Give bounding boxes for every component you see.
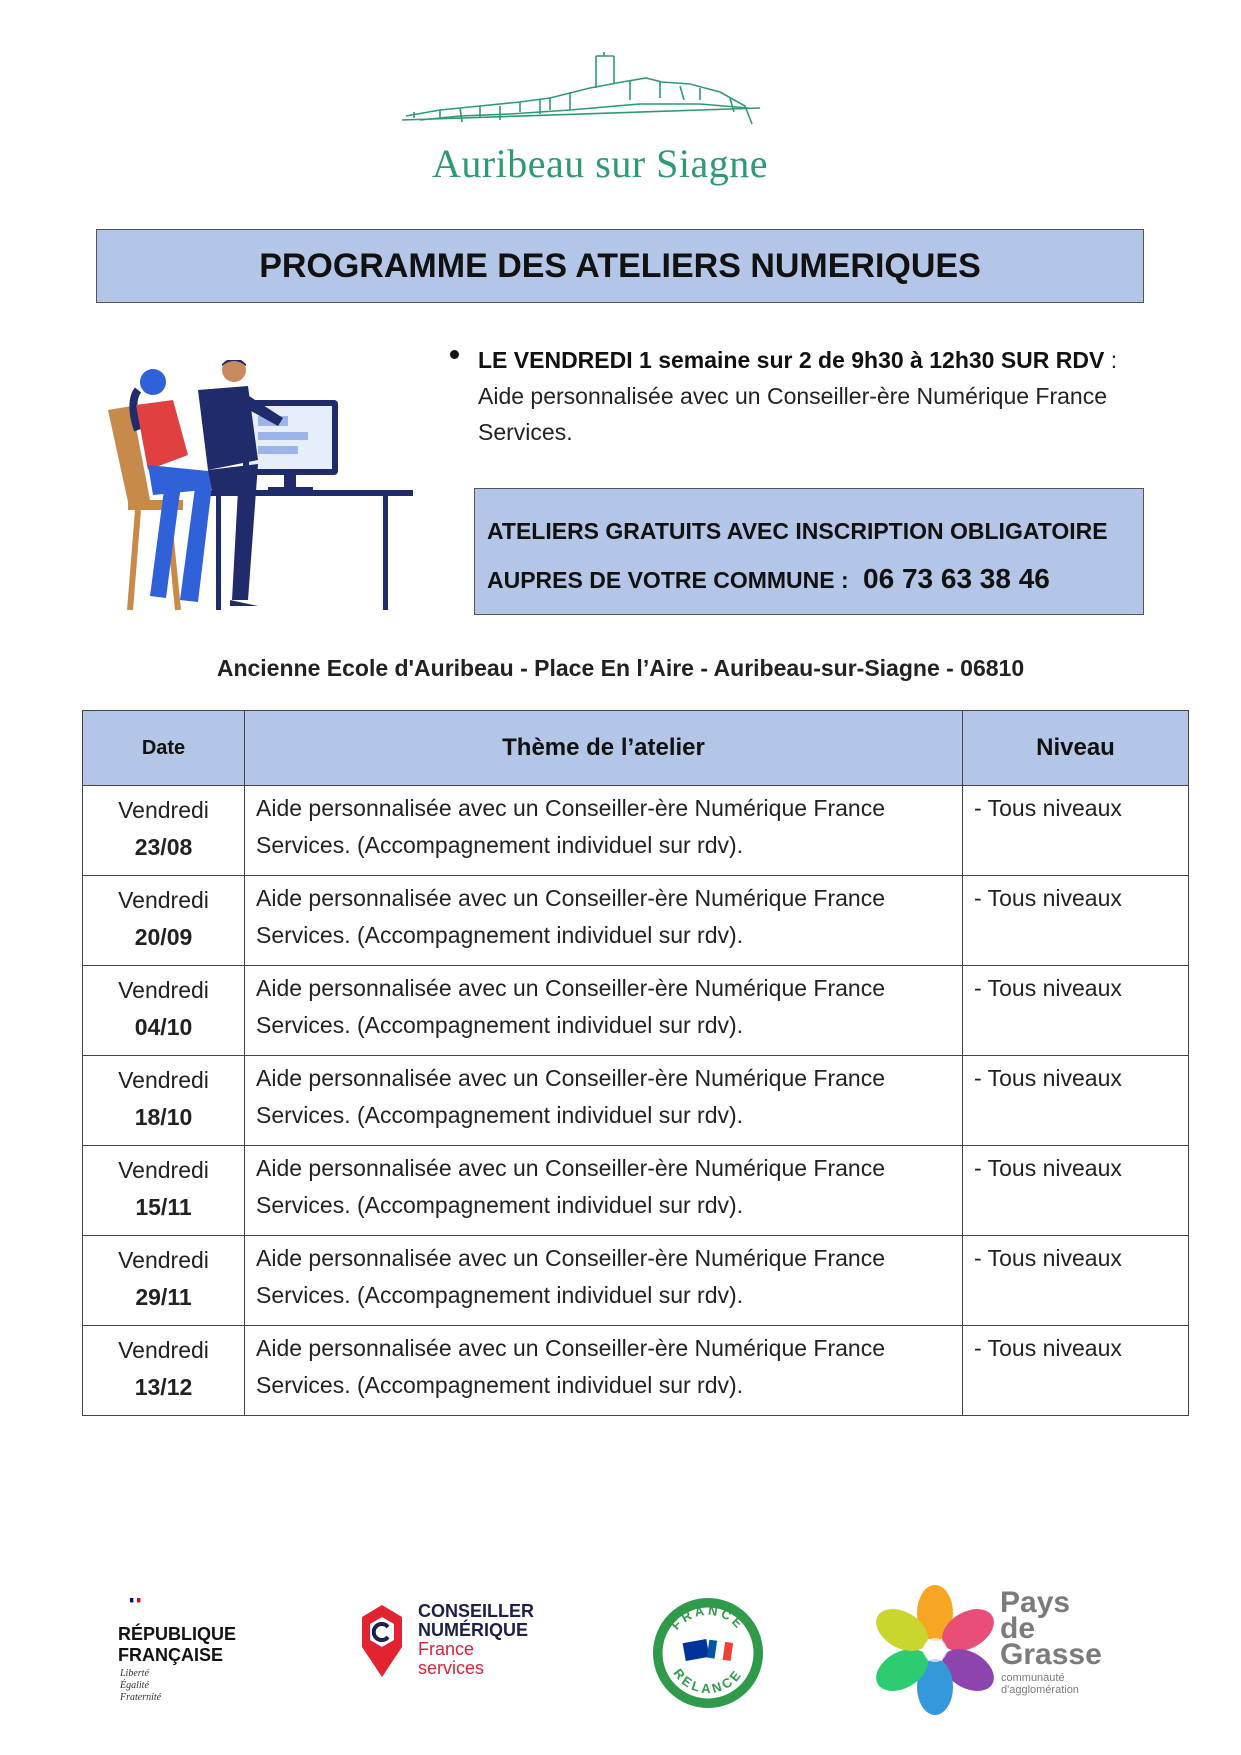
- motto-fraternite: Fraternité: [120, 1692, 162, 1703]
- level-cell: - Tous niveaux: [963, 1056, 1189, 1146]
- page-title: PROGRAMME DES ATELIERS NUMERIQUES: [259, 246, 981, 285]
- date-cell: [83, 1056, 245, 1146]
- table-row: [83, 1056, 1189, 1146]
- level-cell: - Tous niveaux: [963, 786, 1189, 876]
- table-row: [83, 966, 1189, 1056]
- schedule-info-bold: LE VENDREDI 1 semaine sur 2 de 9h30 à 12h30 SUR RDV: [478, 347, 1105, 373]
- day-label: Vendredi: [118, 1247, 209, 1273]
- pays-de-grasse-subtitle: [1001, 1672, 1079, 1696]
- address: Ancienne Ecole d'Auribeau - Place En l’Aire - Auribeau-sur-Siagne - 06810: [216, 655, 1025, 681]
- level-cell: - Tous niveaux: [963, 876, 1189, 966]
- level-cell: - Tous niveaux: [963, 966, 1189, 1056]
- level-cell: - Tous niveaux: [963, 1146, 1189, 1236]
- republique-line-2: FRANÇAISE: [118, 1645, 224, 1665]
- conseiller-line-3: France: [418, 1639, 475, 1659]
- header-theme: Thème de l’atelier: [245, 711, 963, 786]
- level-cell: - Tous niveaux: [963, 1326, 1189, 1416]
- table-row: [83, 1146, 1189, 1236]
- marianne-flag-icon: [118, 1598, 170, 1620]
- theme-cell: Aide personnalisée avec un Conseiller-ère Numérique France Services. (Accompagnement individuel sur rdv).: [245, 786, 963, 876]
- france-relance-logo: [652, 1597, 764, 1709]
- table-row: [83, 786, 1189, 876]
- registration-label: AUPRES DE VOTRE COMMUNE :: [487, 567, 856, 593]
- registration-line-1: ATELIERS GRATUITS AVEC INSCRIPTION OBLIGATOIRE: [487, 518, 1108, 544]
- pays-sub-1: communauté: [1001, 1672, 1065, 1684]
- date-cell: [83, 1236, 245, 1326]
- table-row: [83, 1236, 1189, 1326]
- table-row: [83, 876, 1189, 966]
- date-cell: [83, 966, 245, 1056]
- computer-workshop-illustration: [108, 360, 413, 612]
- header-level: Niveau: [963, 711, 1189, 786]
- relance-top-text: FRANCE: [668, 1602, 748, 1633]
- date-cell: [83, 1146, 245, 1236]
- date-value: 18/10: [134, 1104, 193, 1130]
- day-label: Vendredi: [118, 887, 209, 913]
- date-cell: [83, 1326, 245, 1416]
- date-value: 20/09: [134, 924, 193, 950]
- pays-line-3: Grasse: [1000, 1638, 1102, 1671]
- date-value: 15/11: [135, 1194, 192, 1220]
- pays-de-grasse-flower-icon: [870, 1585, 1000, 1715]
- pays-de-grasse-text: [1000, 1586, 1102, 1671]
- conseiller-numerique-text: [418, 1602, 534, 1678]
- motto-liberte: Liberté: [120, 1668, 149, 1679]
- pays-line-2: de: [1000, 1612, 1036, 1645]
- table-header-row: [83, 711, 1189, 786]
- date-value: 04/10: [134, 1014, 193, 1040]
- conseiller-line-1: CONSEILLER: [418, 1601, 535, 1621]
- date-cell: [83, 876, 245, 966]
- pays-line-1: Pays: [1000, 1586, 1071, 1619]
- registration-phone[interactable]: 06 73 63 38 46: [863, 563, 1050, 594]
- date-value: 13/12: [134, 1374, 193, 1400]
- date-cell: [83, 786, 245, 876]
- workshop-table: [82, 710, 1189, 1416]
- registration-line-2: [487, 555, 1143, 604]
- day-label: Vendredi: [118, 1157, 209, 1183]
- registration-box: [474, 488, 1144, 615]
- republique-francaise-text: [118, 1624, 236, 1666]
- conseiller-line-4: services: [418, 1658, 485, 1678]
- header-date: Date: [83, 711, 245, 786]
- date-value: 23/08: [134, 834, 193, 860]
- theme-cell: Aide personnalisée avec un Conseiller-ère Numérique France Services. (Accompagnement individuel sur rdv).: [245, 1146, 963, 1236]
- conseiller-line-2: NUMÉRIQUE: [418, 1620, 529, 1640]
- motto-egalite: Égalité: [120, 1680, 149, 1691]
- theme-cell: Aide personnalisée avec un Conseiller-ère Numérique France Services. (Accompagnement individuel sur rdv).: [245, 1236, 963, 1326]
- day-label: Vendredi: [118, 1337, 209, 1363]
- day-label: Vendredi: [118, 977, 209, 1003]
- schedule-info: [478, 342, 1118, 450]
- pays-sub-2: d'agglomération: [1001, 1684, 1079, 1696]
- title-banner: [96, 229, 1144, 303]
- conseiller-numerique-pin-icon: [358, 1603, 406, 1679]
- theme-cell: Aide personnalisée avec un Conseiller-ère Numérique France Services. (Accompagnement individuel sur rdv).: [245, 1056, 963, 1146]
- date-value: 29/11: [135, 1284, 192, 1310]
- republique-line-1: RÉPUBLIQUE: [118, 1624, 237, 1644]
- republique-motto: [120, 1668, 161, 1704]
- schedule-info-separator: :: [1104, 347, 1118, 373]
- theme-cell: Aide personnalisée avec un Conseiller-ère Numérique France Services. (Accompagnement individuel sur rdv).: [245, 966, 963, 1056]
- bullet-icon: [450, 350, 459, 359]
- table-row: [83, 1326, 1189, 1416]
- theme-cell: Aide personnalisée avec un Conseiller-ère Numérique France Services. (Accompagnement individuel sur rdv).: [245, 876, 963, 966]
- day-label: Vendredi: [118, 797, 209, 823]
- relance-bottom-text: RELANCE: [670, 1665, 746, 1697]
- level-cell: - Tous niveaux: [963, 1236, 1189, 1326]
- schedule-info-text: Aide personnalisée avec un Conseiller-ère Numérique France Services.: [478, 383, 1107, 445]
- auribeau-logo-text: Auribeau sur Siagne: [431, 141, 769, 186]
- theme-cell: Aide personnalisée avec un Conseiller-ère Numérique France Services. (Accompagnement individuel sur rdv).: [245, 1326, 963, 1416]
- day-label: Vendredi: [118, 1067, 209, 1093]
